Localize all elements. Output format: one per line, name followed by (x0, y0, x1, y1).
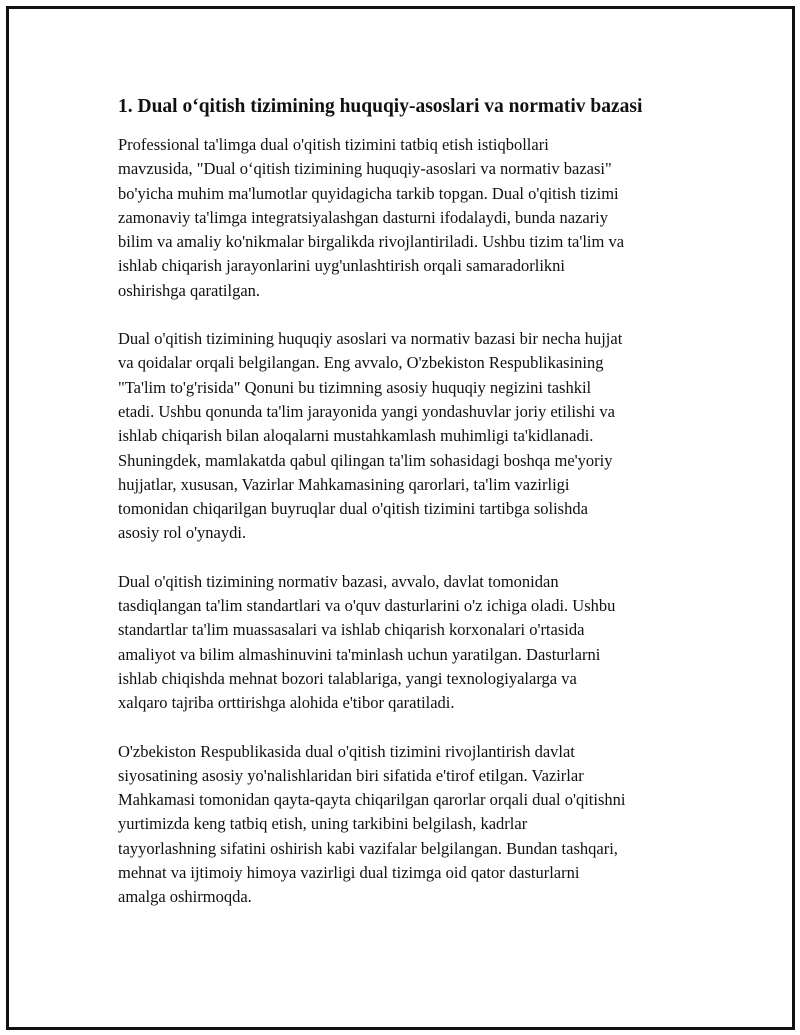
paragraph-line: tasdiqlangan ta'lim standartlari va o'quv dasturlarini o'z ichiga oladi. Ushbu (118, 596, 616, 616)
paragraph-line: Dual o'qitish tizimining huquqiy asoslari va normativ bazasi bir necha hujjat (118, 329, 623, 349)
paragraph-line: Dual o'qitish tizimining normativ bazasi, avvalo, davlat tomonidan (118, 571, 559, 591)
paragraph-line: amalga oshirmoqda. (118, 887, 252, 907)
paragraph-1 (118, 133, 688, 303)
paragraph-line: mavzusida, "Dual o‘qitish tizimining huquqiy-asoslari va normativ bazasi" (118, 159, 612, 179)
paragraph-4 (118, 740, 688, 910)
paragraph-line: asosiy rol o'ynaydi. (118, 523, 247, 543)
paragraph-line: oshirishga qaratilgan. (118, 280, 261, 300)
paragraph-line: mehnat va ijtimoiy himoya vazirligi dual tizimga oid qator dasturlarni (118, 863, 580, 883)
paragraph-line: Mahkamasi tomonidan qayta-qayta chiqarilgan qarorlar orqali dual o'qitishni (118, 790, 626, 810)
paragraph-line: ishlab chiqishda mehnat bozori talablariga, yangi texnologiyalarga va (118, 668, 577, 688)
paragraph-line: hujjatlar, xususan, Vazirlar Mahkamasining qarorlari, ta'lim vazirligi (118, 474, 570, 494)
paragraph-line: zamonaviy ta'limga integratsiyalashgan dasturni ifodalaydi, bunda nazariy (118, 207, 609, 227)
paragraph-line: amaliyot va bilim almashinuvini ta'minlash uchun yaratilgan. Dasturlarni (118, 644, 601, 664)
paragraph-line: Professional ta'limga dual o'qitish tizimini tatbiq etish istiqbollari (118, 135, 549, 154)
section-title: 1. Dual o‘qitish tizimining huquqiy-asoslari va normativ bazasi (118, 96, 643, 117)
paragraph-line: O'zbekiston Respublikasida dual o'qitish tizimini rivojlantirish davlat (118, 741, 575, 761)
paragraph-line: va qoidalar orqali belgilangan. Eng avvalo, O'zbekiston Respublikasining (118, 353, 604, 373)
paragraph-line: "Ta'lim to'g'risida" Qonuni bu tizimning asosiy huquqiy negizini tashkil (118, 377, 592, 397)
paragraph-line: bilim va amaliy ko'nikmalar birgalikda rivojlantiriladi. Ushbu tizim ta'lim va (118, 232, 625, 252)
paragraph-line: tomonidan chiqarilgan buyruqlar dual o'qitish tizimini tartibga solishda (118, 499, 588, 519)
paragraph-2 (118, 327, 688, 546)
paragraph-line: ishlab chiqarish bilan aloqalarni mustahkamlash muhimligi ta'kidlanadi. (118, 426, 594, 446)
paragraph-line: tayyorlashning sifatini oshirish kabi vazifalar belgilangan. Bundan tashqari, (118, 838, 618, 858)
paragraph-line: bo'yicha muhim ma'lumotlar quyidagicha tarkib topgan. Dual o'qitish tizimi (118, 183, 619, 203)
paragraph-line: standartlar ta'lim muassasalari va ishlab chiqarish korxonalari o'rtasida (118, 620, 585, 640)
paragraph-line: siyosatining asosiy yo'nalishlaridan biri sifatida e'tirof etilgan. Vazirlar (118, 765, 584, 785)
paragraph-3 (118, 570, 688, 716)
paragraph-line: ishlab chiqarish jarayonlarini uyg'unlashtirish orqali samaradorlikni (118, 256, 565, 276)
paragraph-line: Shuningdek, mamlakatda qabul qilingan ta'lim sohasidagi boshqa me'yoriy (118, 450, 613, 470)
paragraph-line: xalqaro tajriba orttirishga alohida e'tibor qaratiladi. (118, 693, 455, 713)
document-body (118, 94, 688, 934)
paragraph-line: yurtimizda keng tatbiq etish, uning tarkibini belgilash, kadrlar (118, 814, 528, 834)
paragraph-line: etadi. Ushbu qonunda ta'lim jarayonida yangi yondashuvlar joriy etilishi va (118, 401, 615, 421)
